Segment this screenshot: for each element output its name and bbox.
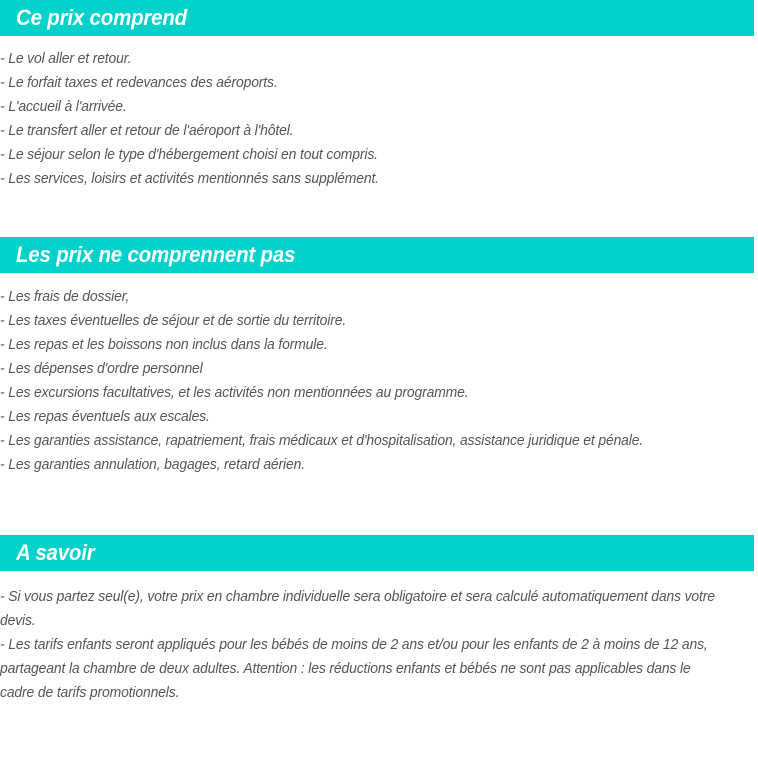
section-body-good-to-know [0, 585, 758, 705]
spacer [0, 273, 758, 285]
section-title-good-to-know: A savoir [16, 540, 95, 565]
section-header-bar-excludes [0, 237, 754, 273]
section-body-excludes [0, 285, 758, 477]
section-header-bar-includes [0, 0, 754, 36]
list-item: - Les garanties annulation, bagages, retard aérien. [0, 457, 305, 473]
spacer [0, 477, 758, 535]
list-item: - Les repas éventuels aux escales. [0, 409, 210, 425]
section-body-includes [0, 47, 758, 191]
list-item: - Les frais de dossier, [0, 289, 130, 305]
list-item: - Les dépenses d'ordre personnel [0, 361, 203, 377]
list-item: - Le séjour selon le type d'hébergement choisi en tout compris. [0, 147, 378, 163]
spacer [0, 571, 758, 585]
list-item: - Les tarifs enfants seront appliqués pour les bébés de moins de 2 ans et/ou pour les enfants de 2 à moins de 12 ans, partageant la chambre de deux adultes. Attention : les réductions enfants et bébés ne sont pas applicables dans le cadre de tarifs promotionnels. [0, 637, 708, 701]
spacer [0, 36, 758, 47]
section-title-includes: Ce prix comprend [16, 5, 187, 30]
list-item: - Les excursions facultatives, et les activités non mentionnées au programme. [0, 385, 469, 401]
list-item: - Le vol aller et retour. [0, 51, 132, 67]
list-item: - Si vous partez seul(e), votre prix en chambre individuelle sera obligatoire et sera calculé automatiquement dans votre devis. [0, 589, 715, 629]
section-header-bar-good-to-know [0, 535, 754, 571]
list-item: - Les services, loisirs et activités mentionnés sans supplément. [0, 171, 379, 187]
list-item: - Le forfait taxes et redevances des aéroports. [0, 75, 278, 91]
section-good-to-know [0, 535, 758, 705]
section-price-excludes [0, 237, 758, 477]
list-item: - Les garanties assistance, rapatriement, frais médicaux et d'hospitalisation, assistance juridique et pénale. [0, 433, 644, 449]
list-item: - Les repas et les boissons non inclus dans la formule. [0, 337, 328, 353]
section-price-includes [0, 0, 758, 191]
list-item: - Les taxes éventuelles de séjour et de sortie du territoire. [0, 313, 347, 329]
section-title-excludes: Les prix ne comprennent pas [16, 242, 296, 267]
list-item: - L'accueil à l'arrivée. [0, 99, 127, 115]
spacer [0, 191, 758, 237]
list-item: - Le transfert aller et retour de l'aéroport à l'hôtel. [0, 123, 294, 139]
